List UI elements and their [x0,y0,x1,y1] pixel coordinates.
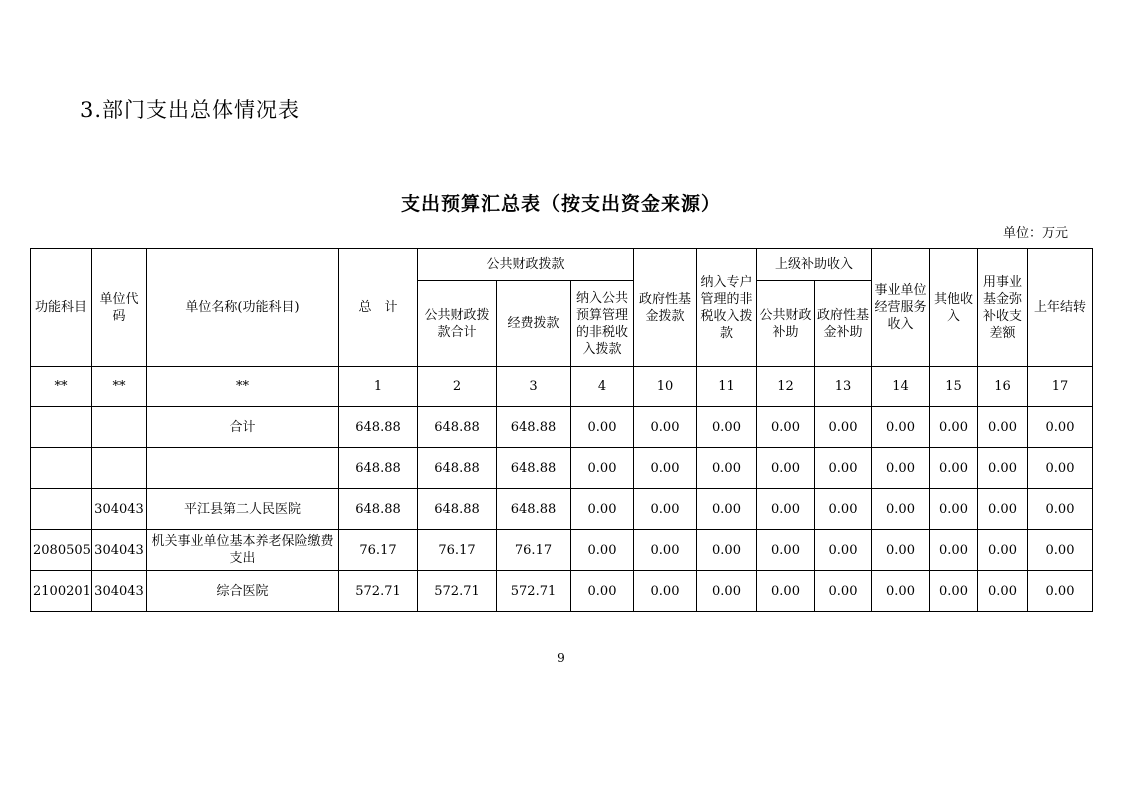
header-other-income: 其他收入 [930,249,978,367]
value-cell: 572.71 [418,571,497,612]
table-row [31,489,1093,530]
value-cell: 0.00 [571,448,634,489]
table-row [31,530,1093,571]
unit-name-cell: 合计 [147,407,339,448]
index-cell: 14 [872,367,930,407]
header-nontax-public: 纳入公共预算管理的非税收入拨款 [571,281,634,367]
unit-code-cell [92,407,147,448]
value-cell: 648.88 [497,407,571,448]
value-cell: 648.88 [497,489,571,530]
value-cell: 0.00 [697,571,757,612]
value-cell: 0.00 [634,448,697,489]
table-row [31,407,1093,448]
value-cell: 0.00 [872,571,930,612]
header-func-code: 功能科目 [31,249,92,367]
index-cell: 10 [634,367,697,407]
index-cell: 15 [930,367,978,407]
index-cell: 13 [815,367,872,407]
unit-label: 单位：万元 [1002,226,1068,241]
value-cell: 0.00 [978,571,1028,612]
value-cell: 0.00 [815,530,872,571]
value-cell: 0.00 [757,571,815,612]
unit-code-cell: 304043 [92,530,147,571]
header-total: 总 计 [339,249,418,367]
value-cell: 572.71 [497,571,571,612]
value-cell: 0.00 [697,448,757,489]
value-cell: 648.88 [418,448,497,489]
value-cell: 0.00 [697,407,757,448]
unit-name-cell: 综合医院 [147,571,339,612]
header-unit-code: 单位代码 [92,249,147,367]
header-public-group: 公共财政拨款 [418,249,634,281]
value-cell: 0.00 [978,407,1028,448]
value-cell: 648.88 [339,407,418,448]
header-gov-fund: 政府性基金拨款 [634,249,697,367]
value-cell: 0.00 [930,530,978,571]
header-fund-balance: 用事业基金弥补收支差额 [978,249,1028,367]
header-superior-group: 上级补助收入 [757,249,872,281]
value-cell: 648.88 [418,489,497,530]
value-cell: 0.00 [815,489,872,530]
value-cell: 0.00 [930,571,978,612]
value-cell: 0.00 [815,407,872,448]
index-cell: ** [92,367,147,407]
value-cell: 0.00 [634,407,697,448]
value-cell: 572.71 [339,571,418,612]
func-code-cell [31,407,92,448]
value-cell: 0.00 [1028,448,1093,489]
header-sup-gov-fund: 政府性基金补助 [815,281,872,367]
unit-code-cell: 304043 [92,489,147,530]
value-cell: 0.00 [1028,571,1093,612]
index-cell: 12 [757,367,815,407]
value-cell: 0.00 [872,448,930,489]
index-row [31,367,1093,407]
value-cell: 0.00 [634,530,697,571]
value-cell: 0.00 [1028,489,1093,530]
value-cell: 0.00 [571,571,634,612]
unit-code-cell [92,448,147,489]
value-cell: 0.00 [757,407,815,448]
expenditure-summary-table [30,248,1093,612]
index-cell: 3 [497,367,571,407]
value-cell: 0.00 [571,530,634,571]
value-cell: 0.00 [697,530,757,571]
value-cell: 0.00 [978,448,1028,489]
table-row [31,448,1093,489]
header-sup-public: 公共财政补助 [757,281,815,367]
value-cell: 0.00 [757,530,815,571]
unit-name-cell: 机关事业单位基本养老保险缴费支出 [147,530,339,571]
index-cell: ** [31,367,92,407]
header-special-nontax: 纳入专户管理的非税收入拨款 [697,249,757,367]
value-cell: 0.00 [872,407,930,448]
value-cell: 0.00 [757,448,815,489]
value-cell: 0.00 [978,530,1028,571]
header-public-total: 公共财政拨款合计 [418,281,497,367]
header-unit-name: 单位名称(功能科目) [147,249,339,367]
func-code-cell [31,448,92,489]
value-cell: 0.00 [930,407,978,448]
value-cell: 648.88 [418,407,497,448]
value-cell: 0.00 [757,489,815,530]
value-cell: 648.88 [339,448,418,489]
value-cell: 648.88 [497,448,571,489]
index-cell: 11 [697,367,757,407]
value-cell: 0.00 [930,489,978,530]
index-cell: 4 [571,367,634,407]
header-operating: 经费拨款 [497,281,571,367]
unit-name-cell: 平江县第二人民医院 [147,489,339,530]
value-cell: 0.00 [571,407,634,448]
index-cell: 1 [339,367,418,407]
func-code-cell [31,489,92,530]
value-cell: 0.00 [571,489,634,530]
table-title: 支出预算汇总表（按支出资金来源） [400,193,721,215]
value-cell: 0.00 [815,571,872,612]
header-business-income: 事业单位经营服务收入 [872,249,930,367]
value-cell: 0.00 [872,489,930,530]
value-cell: 76.17 [339,530,418,571]
value-cell: 76.17 [497,530,571,571]
value-cell: 0.00 [697,489,757,530]
value-cell: 0.00 [815,448,872,489]
index-cell: ** [147,367,339,407]
value-cell: 648.88 [339,489,418,530]
value-cell: 0.00 [634,489,697,530]
unit-code-cell: 304043 [92,571,147,612]
unit-name-cell [147,448,339,489]
value-cell: 0.00 [634,571,697,612]
index-cell: 17 [1028,367,1093,407]
index-cell: 16 [978,367,1028,407]
value-cell: 76.17 [418,530,497,571]
header-carryover: 上年结转 [1028,249,1093,367]
section-title: 3.部门支出总体情况表 [80,98,301,122]
table-row [31,571,1093,612]
func-code-cell: 2100201 [31,571,92,612]
page-number: 9 [557,651,565,665]
value-cell: 0.00 [930,448,978,489]
value-cell: 0.00 [978,489,1028,530]
func-code-cell: 2080505 [31,530,92,571]
index-cell: 2 [418,367,497,407]
value-cell: 0.00 [1028,407,1093,448]
value-cell: 0.00 [872,530,930,571]
value-cell: 0.00 [1028,530,1093,571]
